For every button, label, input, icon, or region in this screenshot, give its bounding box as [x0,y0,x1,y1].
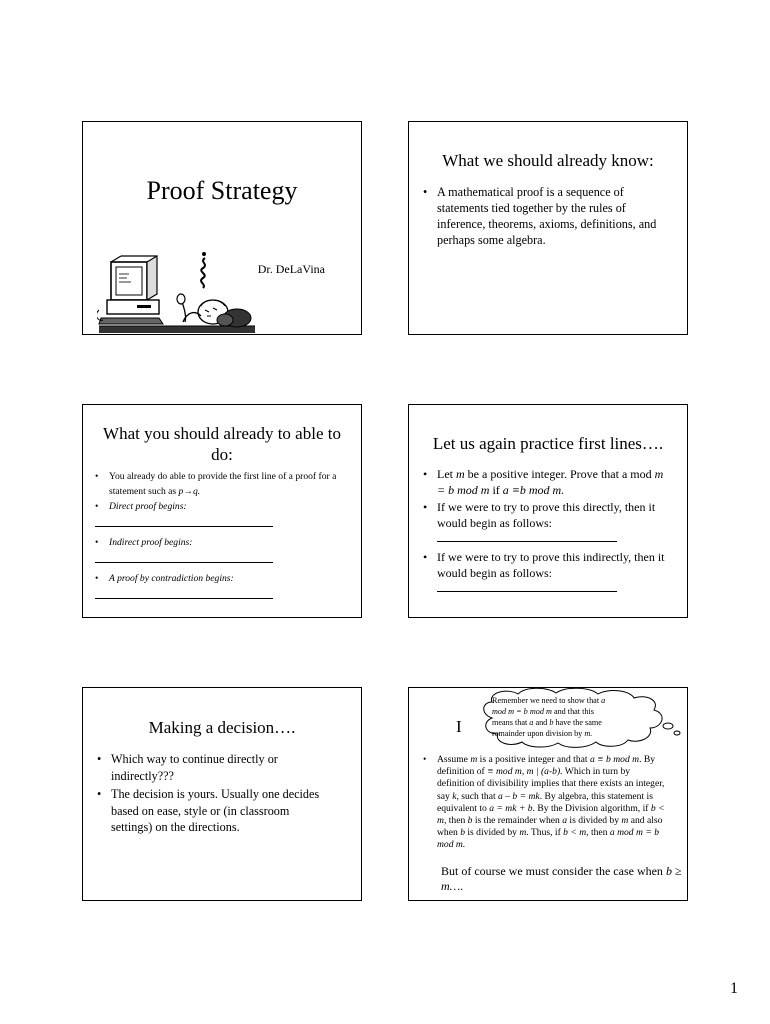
formula: a [562,815,568,827]
bullet-text: A proof by contradiction begins: [109,573,234,584]
text: is divided by [567,815,622,827]
bullet-item [95,571,341,599]
formula: b [460,827,465,839]
formula: b ≥ m…. [441,864,682,893]
slide-footnote [441,864,687,894]
text: means that [492,717,530,727]
slide-title [82,121,362,335]
answer-blank-line [95,598,273,599]
text: and [533,717,550,727]
text: , such that [456,790,499,802]
bullet-list [423,467,669,600]
text: If we were to try to prove this directly, then it would begin as follows: [437,500,656,530]
formula: mod m = b mod m [492,706,552,716]
bullet-item [423,550,669,592]
text: . By the Division algorithm, if [532,802,651,814]
answer-blank-line [437,591,617,592]
slide-decision [82,687,362,901]
formula: m [519,827,527,839]
slide-author: Dr. DeLaVina [257,262,325,276]
text: is a positive integer and that [477,754,590,765]
text: Let [437,467,456,481]
formula: a [601,696,606,705]
text: If we were to try to prove this indirectly, then it would begin as follows: [437,550,665,580]
slide-heading: Let us again practice first lines…. [432,434,664,453]
formula: m. [584,728,593,738]
text: have the same [553,717,602,727]
bullet-item [423,500,669,542]
slide-heading: What we should already know: [442,151,654,170]
formula: p→q. [178,486,201,497]
text: Which in turn by definition of divisibility implies that there exists an integer, say [437,766,665,802]
slide-first-lines [408,404,688,618]
text: Remember we need to show that [492,696,602,705]
tired-student-clipart-icon [97,250,257,340]
slide-able-to-do [82,404,362,618]
bullet-item [423,754,665,852]
formula: m [470,754,478,765]
bullet-item [95,499,341,527]
text: . By definition of [437,754,656,778]
formula: b [467,815,473,827]
text: is divided by [464,827,520,839]
bullet-item [95,469,341,499]
bullet-text: Indirect proof begins: [109,537,193,548]
formula: a mod m = b mod m. [437,827,660,851]
bullet-list [423,184,669,248]
text: . Thus, if [526,827,564,839]
formula: a ≡b mod m. [502,482,565,497]
text: , then [443,815,468,827]
answer-blank-line [95,526,273,527]
text: . By algebra, this statement is equivalent to [437,790,653,814]
formula: a [529,717,534,727]
slide-heading: Making a decision…. [148,718,296,737]
answer-blank-line [95,562,273,563]
formula: m [621,815,629,827]
bullet-item: • The decision is yours. Usually one decides based on ease, style or (in classroom settings) on the directions. [97,786,331,836]
formula: b [549,717,554,727]
formula: b < m [437,802,665,827]
text: and that this [551,706,594,716]
formula: k [452,790,457,802]
answer-blank-line [437,541,617,542]
slide-already-know [408,121,688,335]
page-number: 1 [730,980,738,997]
formula: a ≡ b mod m [589,754,640,765]
text: and also when [437,815,663,839]
formula: b < m [563,827,587,839]
bullet-item [95,535,341,563]
slide-heading: What you should already to able to do: [103,424,341,464]
bullet-text: Direct proof begins: [109,501,187,512]
bullet-item [423,467,669,498]
text: Assume [437,754,471,765]
bullet-item: • A mathematical proof is a sequence of statements tied together by the rules of inference, theorems, axioms, definitions, and perhaps some algebra. [423,184,669,248]
text: be a positive integer. Prove that a mod [464,467,655,481]
callout-text [492,696,632,740]
text: is the remainder when [472,815,563,827]
bullet-item: • Which way to continue directly or indirectly??? [97,751,331,784]
bullet-list [97,751,331,836]
text: But of course we must consider the case when [441,864,666,878]
formula: a – b = mk [498,790,540,802]
formula: ≡ mod m, m | (a-b). [487,766,563,778]
text: , then [586,827,610,839]
formula: m = b mod m [437,467,664,497]
bullet-text: You already do able to provide the first line of a proof for a statement such as [109,471,337,497]
text: if [489,482,503,497]
slide-title-heading: Proof Strategy [146,176,298,205]
bullet-list [95,469,341,607]
text: remainder upon division by [492,728,585,738]
formula: a = mk + b [489,802,533,814]
formula: m [456,467,465,481]
bullet-list [423,754,665,852]
slide-heading-partial: I [456,717,462,736]
